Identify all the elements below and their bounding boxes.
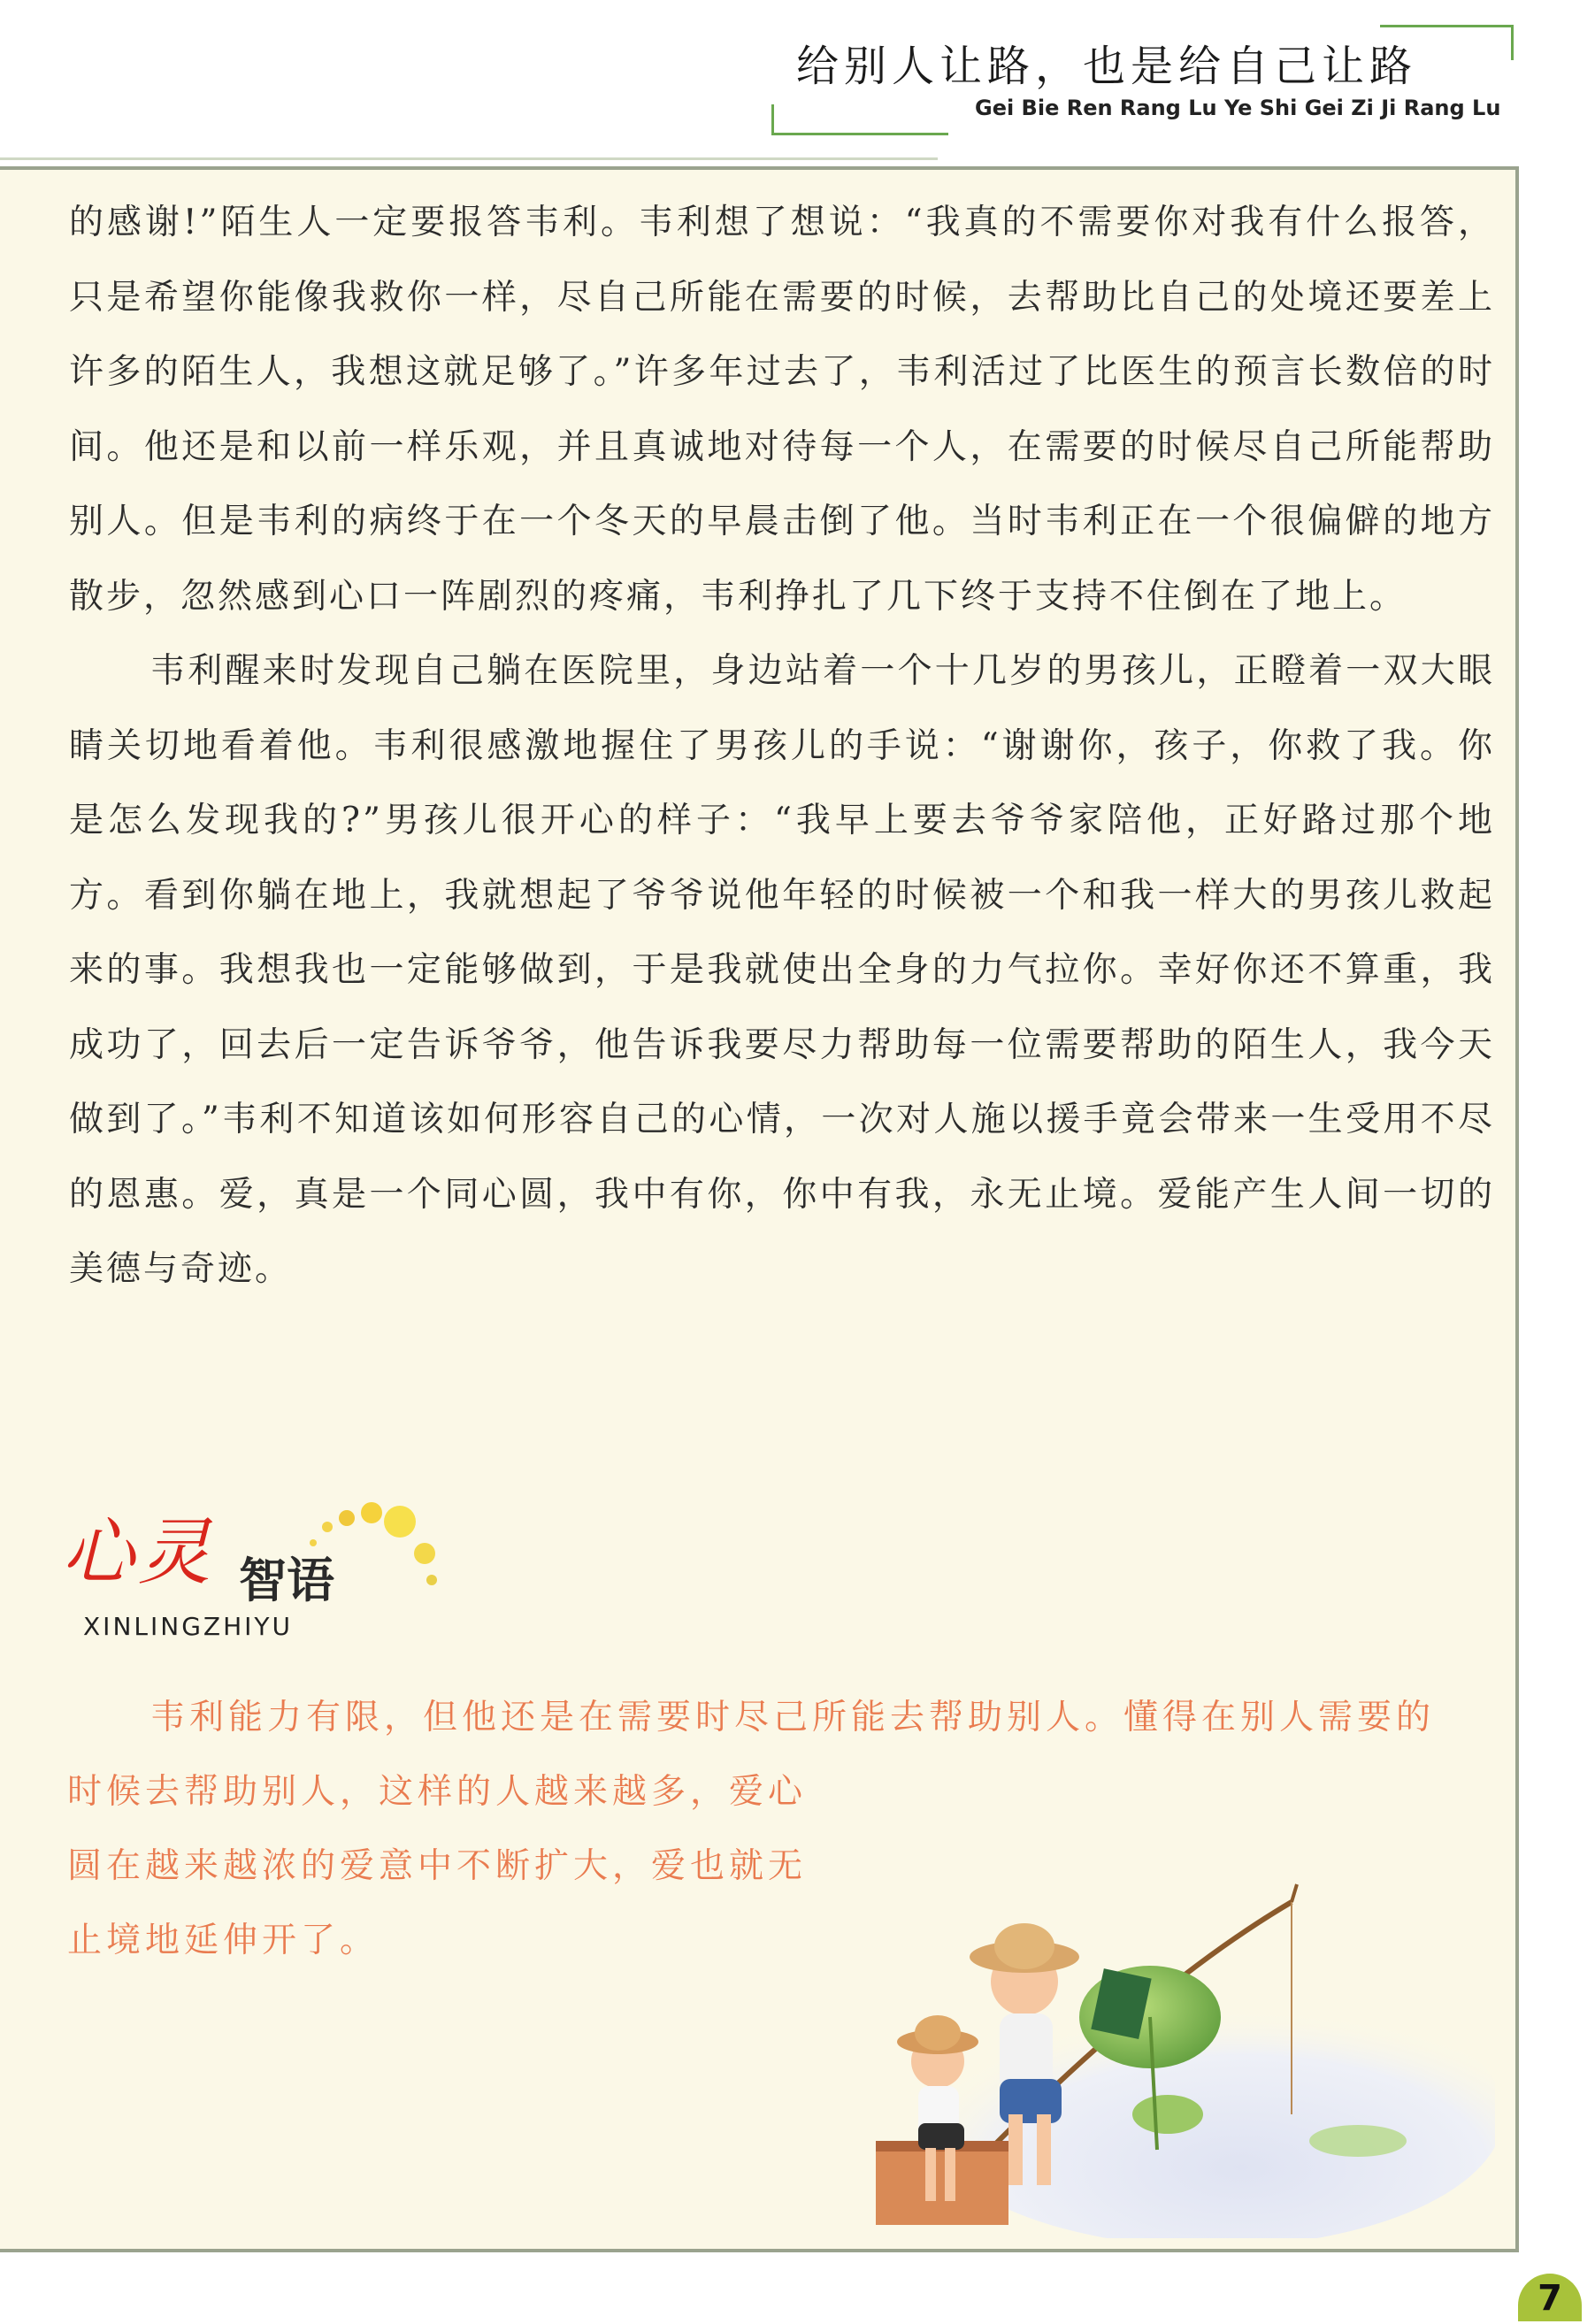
story-paragraph: 韦利醒来时发现自己躺在医院里，身边站着一个十几岁的男孩儿，正瞪着一双大眼睛关切地看着他。韦利很感激地握住了男孩儿的手说：“谢谢你，孩子，你救了我。你是怎么发现我的?”男孩儿很开心的样子：“我早上要去爷爷家陪他，正好路过那个地方。看到你躺在地上，我就想起了爷爷说他年轻的时候被一个和我一样大的男孩儿救起来的事。我想我也一定能够做到，于是我就使出全身的力气拉你。幸好你还不算重，我成功了，回去后一定告诉爷爷，他告诉我要尽力帮助每一位需要帮助的陌生人，我今天做到了。”韦利不知道该如何形容自己的心情，一次对人施以援手竟会带来一生受用不尽的恩惠。爱，真是一个同心圆，我中有你，你中有我，永无止境。爱能产生人间一切的美德与奇迹。 bbox=[69, 651, 1495, 1289]
header-divider bbox=[771, 104, 774, 134]
story-text bbox=[69, 186, 1495, 1308]
header-divider bbox=[0, 157, 938, 160]
section-logo bbox=[62, 1495, 416, 1645]
header-title: 给别人让路，也是给自己让路 bbox=[796, 42, 1418, 91]
section-logo-pinyin: XINLINGZHIYU bbox=[83, 1612, 293, 1641]
header-divider bbox=[1380, 25, 1513, 27]
header-divider bbox=[1511, 25, 1514, 60]
wisdom-line: 韦利能力有限，但他还是在需要时尽己所能去帮助别人。懂得在别人需要的 bbox=[150, 1698, 1436, 1737]
wisdom-line: 圆在越来越浓的爱意中不断扩大，爱也就无 bbox=[67, 1846, 808, 1886]
children-fishing-illustration bbox=[876, 1849, 1495, 2238]
header-pinyin: Gei Bie Ren Rang Lu Ye Shi Gei Zi Ji Rang Lu bbox=[975, 96, 1501, 120]
wisdom-line: 止境地延伸开了。 bbox=[67, 1921, 380, 1960]
page-number: 7 bbox=[1518, 2274, 1582, 2321]
section-logo-subtitle: 智语 bbox=[239, 1553, 334, 1608]
section-logo-title: 心灵 bbox=[62, 1511, 214, 1595]
header-divider bbox=[771, 133, 948, 135]
wisdom-line: 时候去帮助别人，这样的人越来越多，爱心 bbox=[67, 1772, 808, 1812]
page-header bbox=[0, 0, 1595, 159]
story-paragraph: 的感谢!”陌生人一定要报答韦利。韦利想了想说：“我真的不需要你对我有什么报答，只是希望你能像我救你一样，尽自己所能在需要的时候，去帮助比自己的处境还要差上许多的陌生人，我想这就足够了。”许多年过去了，韦利活过了比医生的预言长数倍的时间。他还是和以前一样乐观，并且真诚地对待每一个人，在需要的时候尽自己所能帮助别人。但是韦利的病终于在一个冬天的早晨击倒了他。当时韦利正在一个很偏僻的地方散步，忽然感到心口一阵剧烈的疼痛，韦利挣扎了几下终于支持不住倒在了地上。 bbox=[69, 203, 1495, 617]
